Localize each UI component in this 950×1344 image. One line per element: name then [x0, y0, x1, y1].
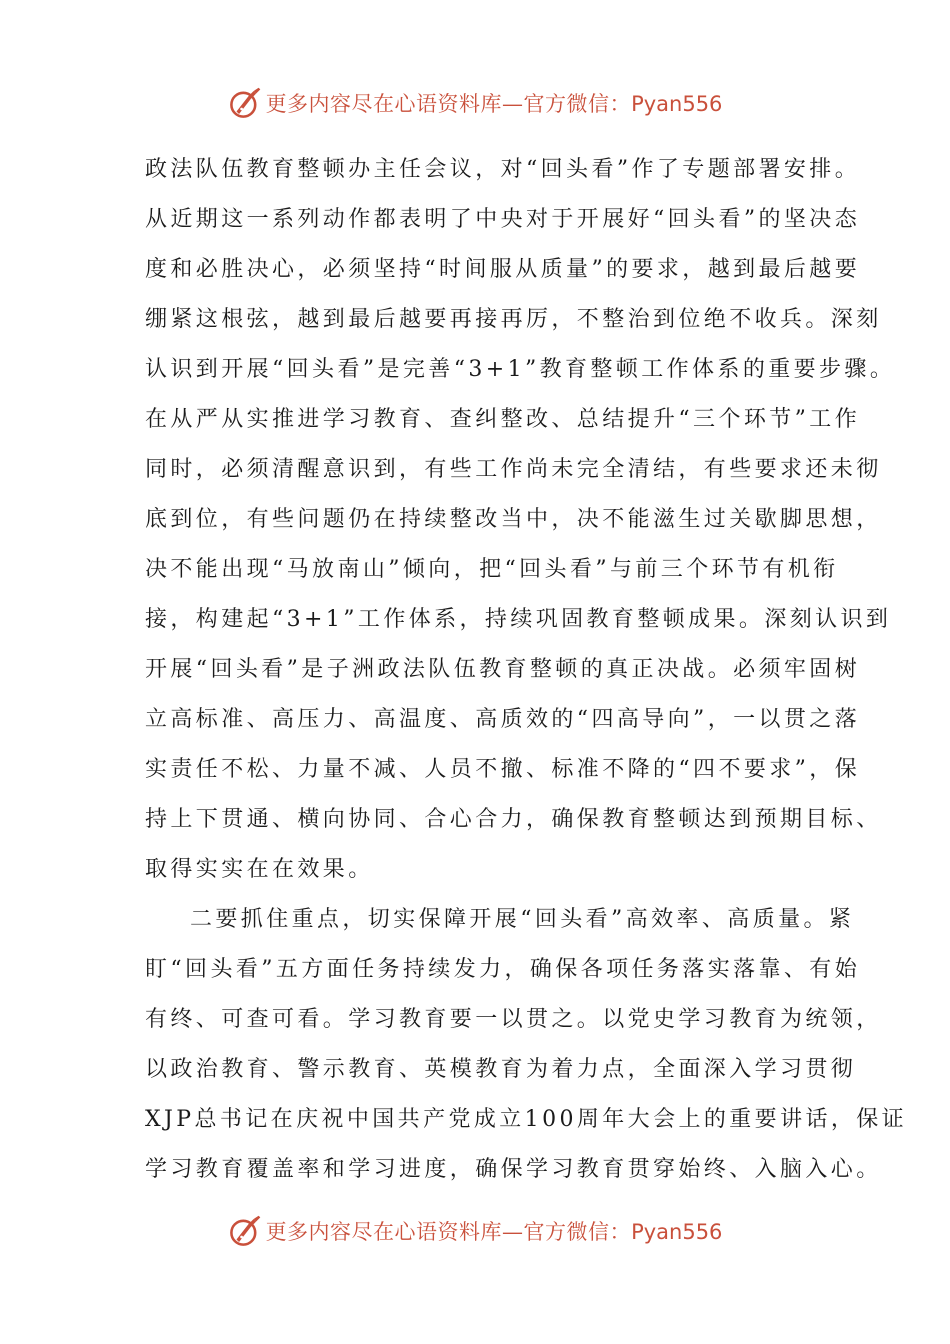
- banner-text: 更多内容尽在心语资料库—官方微信：Pyan556: [265, 92, 723, 116]
- header-banner: [0, 83, 950, 123]
- banner-text: 更多内容尽在心语资料库—官方微信：Pyan556: [265, 1220, 723, 1244]
- footer-banner: [0, 1211, 950, 1251]
- text-line: 实责任不松、力量不减、人员不撤、标准不降的“四不要求”，保: [145, 757, 861, 782]
- text-line: 二要抓住重点，切实保障开展“回头看”高效率、高质量。紧: [190, 907, 855, 932]
- banner-brand: Pyan556: [631, 1220, 723, 1244]
- document-body: [145, 145, 908, 1195]
- text-line: 绷紧这根弦，越到最后越要再接再厉，不整治到位绝不收兵。深刻: [145, 307, 882, 332]
- text-line: 盯“回头看”五方面任务持续发力，确保各项任务落实落靠、有始: [145, 957, 861, 982]
- banner-brand: Pyan556: [631, 92, 723, 116]
- text-line: 接，构建起“3+1”工作体系，持续巩固教育整顿成果。深刻认识到: [145, 607, 892, 632]
- text-line: 同时，必须清醒意识到，有些工作尚未完全清结，有些要求还未彻: [145, 457, 882, 482]
- text-line: XJP总书记在庆祝中国共产党成立100周年大会上的重要讲话，保证: [145, 1107, 908, 1132]
- text-line: 从近期这一系列动作都表明了中央对于开展好“回头看”的坚决态: [145, 207, 861, 232]
- text-line: 政法队伍教育整顿办主任会议，对“回头看”作了专题部署安排。: [145, 157, 861, 182]
- text-line: 立高标准、高压力、高温度、高质效的“四高导向”，一以贯之落: [145, 707, 861, 732]
- pen-nib-logo-icon: [228, 86, 262, 120]
- text-line: 决不能出现“马放南山”倾向，把“回头看”与前三个环节有机衔: [145, 557, 839, 582]
- text-line: 开展“回头看”是子洲政法队伍教育整顿的真正决战。必须牢固树: [145, 657, 861, 682]
- pen-nib-logo-icon: [228, 1214, 262, 1248]
- text-line: 学习教育覆盖率和学习进度，确保学习教育贯穿始终、入脑入心。: [145, 1157, 882, 1182]
- text-line: 以政治教育、警示教育、英模教育为着力点，全面深入学习贯彻: [145, 1057, 857, 1082]
- text-line: 度和必胜决心，必须坚持“时间服从质量”的要求，越到最后越要: [145, 257, 861, 282]
- text-line: 在从严从实推进学习教育、查纠整改、总结提升“三个环节”工作: [145, 407, 861, 432]
- text-line: 认识到开展“回头看”是完善“3+1”教育整顿工作体系的重要步骤。: [145, 357, 896, 382]
- text-line: 有终、可查可看。学习教育要一以贯之。以党史学习教育为统领，: [145, 1007, 882, 1032]
- text-line: 底到位，有些问题仍在持续整改当中，决不能滋生过关歇脚思想，: [145, 507, 882, 532]
- text-line: 持上下贯通、横向协同、合心合力，确保教育整顿达到预期目标、: [145, 807, 882, 832]
- text-line: 取得实实在在效果。: [145, 857, 374, 882]
